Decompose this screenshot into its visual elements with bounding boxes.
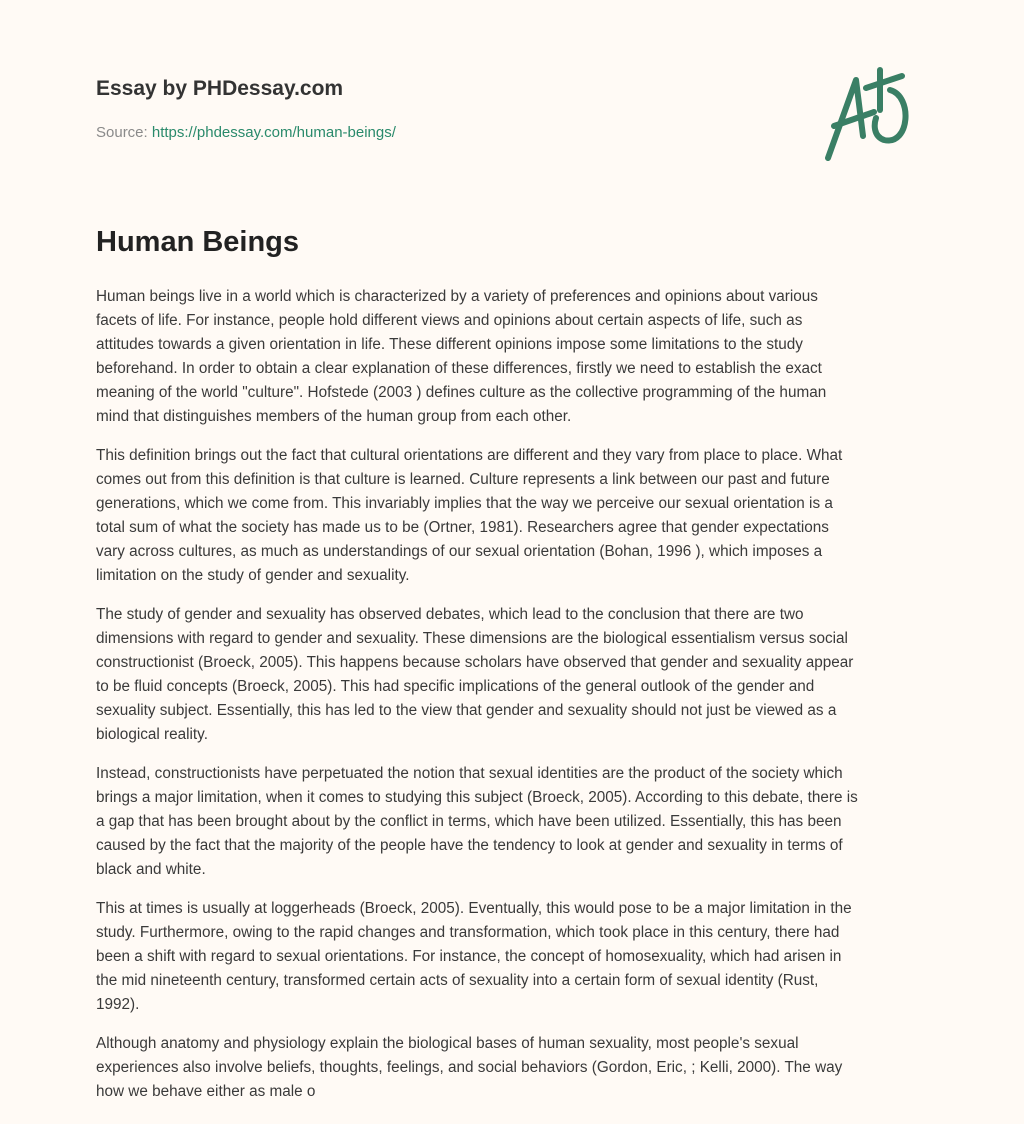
- paragraph-line: facets of life. For instance, people hold different views and opinions about certain aspects of life, such as: [96, 312, 803, 329]
- paragraph-line: Instead, constructionists have perpetuated the notion that sexual identities are the product of the society which: [96, 765, 843, 782]
- paragraph-line: constructionist (Broeck, 2005). This happens because scholars have observed that gender and sexuality appear: [96, 654, 854, 671]
- paragraph-line: Although anatomy and physiology explain the biological bases of human sexuality, most people's sexual: [96, 1035, 799, 1052]
- essay-body: [96, 285, 936, 1119]
- paragraph-line: generations, which we come from. This invariably implies that the way we perceive our sexual orientation is a: [96, 495, 833, 512]
- paragraph-line: caused by the fact that the majority of the people have the tendency to look at gender and sexuality in terms of: [96, 837, 843, 854]
- essay-paragraph: [96, 762, 936, 882]
- paragraph-line: study. Furthermore, owing to the rapid changes and transformation, which took place in this century, there had: [96, 924, 840, 941]
- essay-paragraph: [96, 603, 936, 747]
- paragraph-line: 1992).: [96, 996, 140, 1013]
- a-plus-logo-icon: [818, 66, 928, 166]
- essay-paragraph: [96, 444, 936, 588]
- paragraph-line: limitation on the study of gender and sexuality.: [96, 567, 410, 584]
- essay-paragraph: [96, 897, 936, 1017]
- paragraph-line: mind that distinguishes members of the human group from each other.: [96, 408, 572, 425]
- essay-paragraph: [96, 285, 936, 429]
- paragraph-line: black and white.: [96, 861, 206, 878]
- paragraph-line: how we behave either as male o: [96, 1083, 316, 1100]
- essay-paragraph: [96, 1032, 936, 1104]
- site-brand: Essay by PHDessay.com: [96, 77, 344, 100]
- paragraph-line: meaning of the world "culture". Hofstede (2003 ) defines culture as the collective programming of the human: [96, 384, 827, 401]
- paragraph-line: to be fluid concepts (Broeck, 2005). This had specific implications of the general outlook of the gender and: [96, 678, 815, 695]
- essay-title: Human Beings: [96, 226, 300, 258]
- paragraph-line: total sum of what the society has made us to be (Ortner, 1981). Researchers agree that gender expectations: [96, 519, 829, 536]
- paragraph-line: dimensions with regard to gender and sexuality. These dimensions are the biological essentialism versus social: [96, 630, 848, 647]
- paragraph-line: the mid nineteenth century, transformed certain acts of sexuality into a certain form of sexual identity (Rust,: [96, 972, 819, 989]
- paragraph-line: biological reality.: [96, 726, 208, 743]
- paragraph-line: a gap that has been brought about by the conflict in terms, which have been utilized. Essentially, this has been: [96, 813, 842, 830]
- paragraph-line: vary across cultures, as much as understandings of our sexual orientation (Bohan, 1996 ), which imposes a: [96, 543, 823, 560]
- paragraph-line: The study of gender and sexuality has observed debates, which lead to the conclusion that there are two: [96, 606, 804, 623]
- paragraph-line: brings a major limitation, when it comes to studying this subject (Broeck, 2005). According to this debate, there is: [96, 789, 858, 806]
- paragraph-line: sexuality subject. Essentially, this has led to the view that gender and sexuality should not just be viewed as a: [96, 702, 837, 719]
- paragraph-line: Human beings live in a world which is characterized by a variety of preferences and opinions about various: [96, 288, 818, 305]
- paragraph-line: experiences also involve beliefs, thoughts, feelings, and social behaviors (Gordon, Eric, ; Kelli, 2000). The way: [96, 1059, 843, 1076]
- source-label: Source:: [96, 124, 148, 141]
- paragraph-line: beforehand. In order to obtain a clear explanation of these differences, firstly we need to establish the exact: [96, 360, 822, 377]
- paragraph-line: attitudes towards a given orientation in life. These different opinions impose some limitations to the study: [96, 336, 803, 353]
- source-link[interactable]: https://phdessay.com/human-beings/: [151, 124, 396, 141]
- paragraph-line: This at times is usually at loggerheads (Broeck, 2005). Eventually, this would pose to be a major limitation in the: [96, 900, 852, 917]
- source-line: [96, 124, 396, 141]
- paragraph-line: This definition brings out the fact that cultural orientations are different and they vary from place to place. What: [96, 447, 843, 464]
- paragraph-line: been a shift with regard to sexual orientations. For instance, the concept of homosexuality, which had arisen in: [96, 948, 842, 965]
- paragraph-line: comes out from this definition is that culture is learned. Culture represents a link between our past and future: [96, 471, 830, 488]
